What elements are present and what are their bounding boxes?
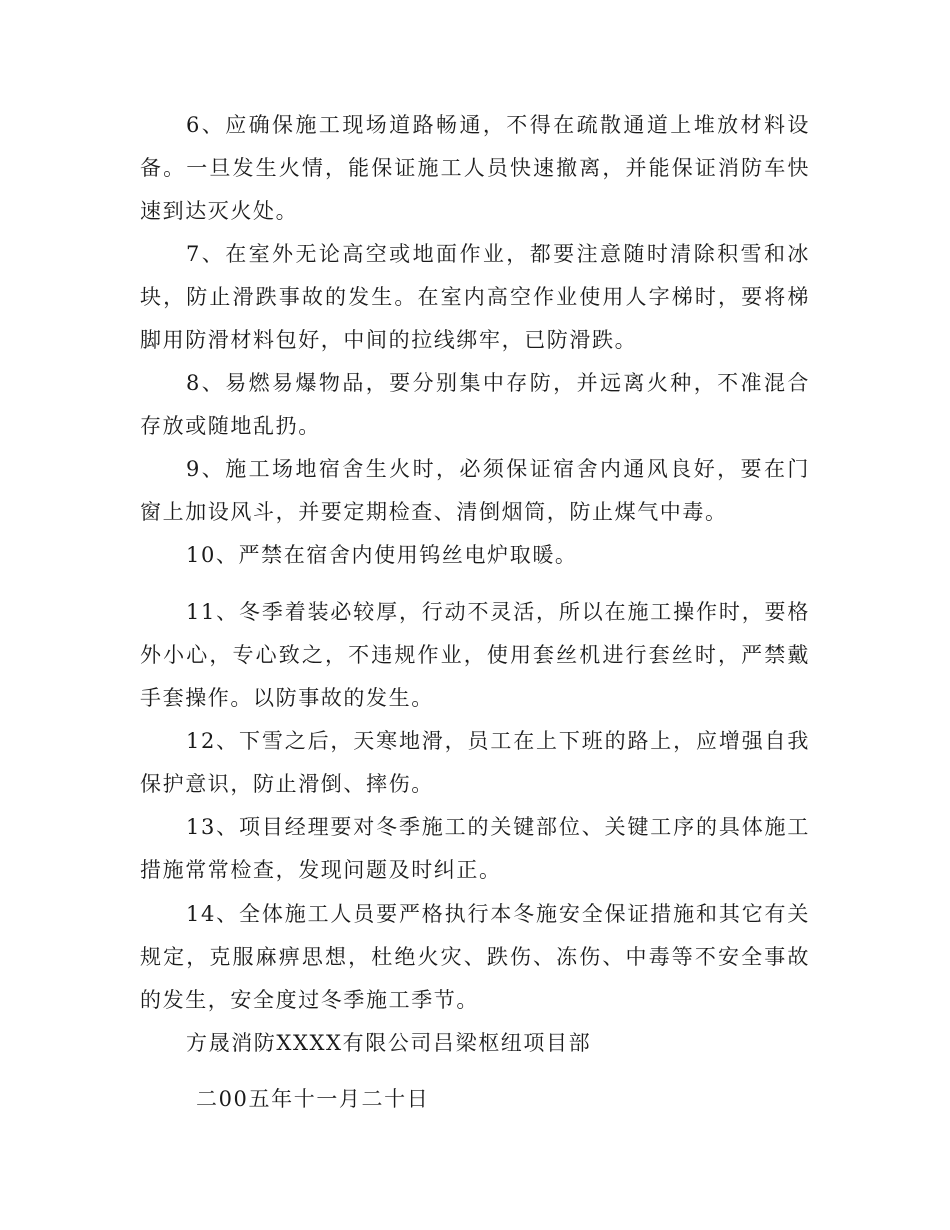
paragraph-item-8: 8、易燃易爆物品，要分别集中存防，并远离火种，不准混合存放或随地乱扔。: [140, 371, 810, 438]
paragraph-item-11: 11、冬季着装必较厚，行动不灵活，所以在施工操作时，要格外小心，专心致之，不违规作业，使用套丝机进行套丝时，严禁戴手套操作。以防事故的发生。: [140, 600, 810, 710]
paragraph-item-12: 12、下雪之后，天寒地滑，员工在上下班的路上，应增强自我保护意识，防止滑倒、摔伤。: [140, 729, 810, 796]
paragraph-item-7: 7、在室外无论高空或地面作业，都要注意随时清除积雪和冰块，防止滑跌事故的发生。在室内高空作业使用人字梯时，要将梯脚用防滑材料包好，中间的拉线绑牢，已防滑跌。: [140, 242, 810, 352]
paragraph-item-14: 14、全体施工人员要严格执行本冬施安全保证措施和其它有关规定，克服麻痹思想，杜绝火灾、跌伤、冻伤、中毒等不安全事故的发生，安全度过冬季施工季节。: [140, 902, 810, 1012]
paragraph-item-10: 10、严禁在宿舍内使用钨丝电炉取暖。: [186, 543, 578, 567]
paragraph-item-13: 13、项目经理要对冬季施工的关键部位、关键工序的具体施工措施常常检查，发现问题及时纠正。: [140, 815, 810, 882]
signature-organization: 方晟消防XXXX有限公司吕梁枢纽项目部: [186, 1031, 592, 1055]
paragraph-item-9: 9、施工场地宿舍生火时，必须保证宿舍内通风良好，要在门窗上加设风斗，并要定期检查、清倒烟筒，防止煤气中毒。: [140, 457, 810, 524]
paragraph-item-6: 6、应确保施工现场道路畅通，不得在疏散通道上堆放材料设备。一旦发生火情，能保证施工人员快速撤离，并能保证消防车快速到达灭火处。: [140, 113, 810, 223]
signature-date: 二00五年十一月二十日: [196, 1087, 430, 1111]
